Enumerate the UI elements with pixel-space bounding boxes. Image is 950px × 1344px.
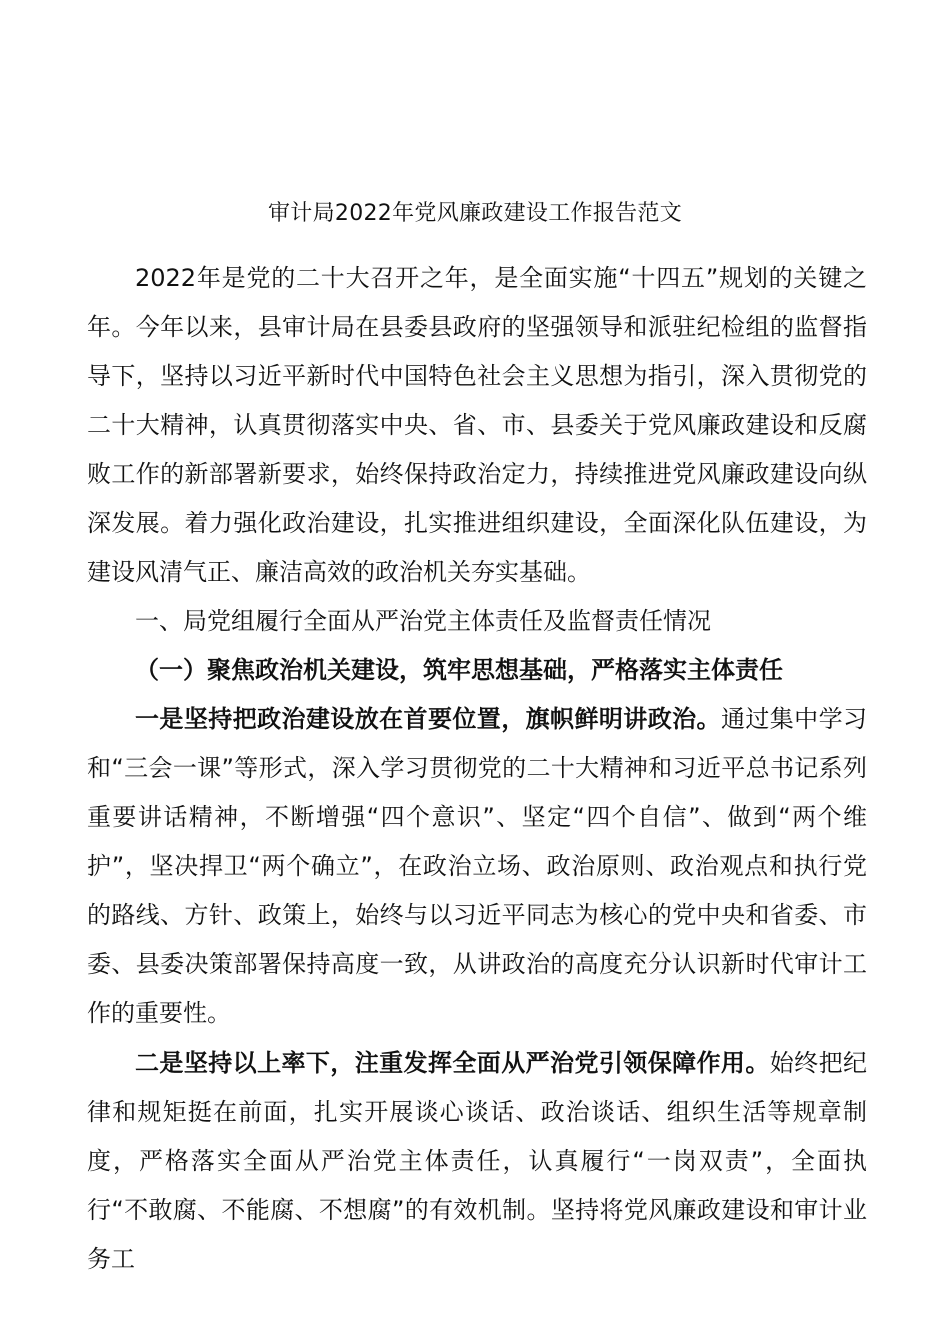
point-1-paragraph	[87, 695, 867, 1038]
point-1-lead: 一是坚持把政治建设放在首要位置，旗帜鲜明讲政治。	[135, 705, 721, 733]
point-2-text: 始终把纪律和规矩挺在前面，扎实开展谈心谈话、政治谈话、组织生活等规章制度，严格落实全面从严治党主体责任，认真履行“一岗双责”，全面执行“不敢腐、不能腐、不想腐”的有效机制。坚持将党风廉政建设和审计业务工	[87, 1049, 868, 1273]
section-heading: 一、局党组履行全面从严治党主体责任及监督责任情况	[135, 607, 711, 635]
point-1-text: 通过集中学习和“三会一课”等形式，深入学习贯彻党的二十大精神和习近平总书记系列重要讲话精神，不断增强“四个意识”、坚定“四个自信”、做到“两个维护”，坚决捍卫“两个确立”，在政治立场、政治原则、政治观点和执行党的路线、方针、政策上，始终与以习近平同志为核心的党中央和省委、市委、县委决策部署保持高度一致，从讲政治的高度充分认识新时代审计工作的重要性。	[87, 705, 868, 1027]
point-2-lead: 二是坚持以上率下，注重发挥全面从严治党引领保障作用。	[135, 1049, 770, 1077]
intro-paragraph: 2022年是党的二十大召开之年，是全面实施“十四五”规划的关键之年。今年以来，县审计局在县委县政府的坚强领导和派驻纪检组的监督指导下，坚持以习近平新时代中国特色社会主义思想为指引，深入贯彻党的二十大精神，认真贯彻落实中央、省、市、县委关于党风廉政建设和反腐败工作的新部署新要求，始终保持政治定力，持续推进党风廉政建设向纵深发展。着力强化政治建设，扎实推进组织建设，全面深化队伍建设，为建设风清气正、廉洁高效的政治机关夯实基础。	[87, 264, 867, 586]
point-2-paragraph	[87, 1039, 867, 1284]
document-title: 审计局2022年党风廉政建设工作报告范文	[268, 201, 682, 226]
subsection-heading: （一）聚焦政治机关建设，筑牢思想基础，严格落实主体责任	[135, 656, 783, 684]
